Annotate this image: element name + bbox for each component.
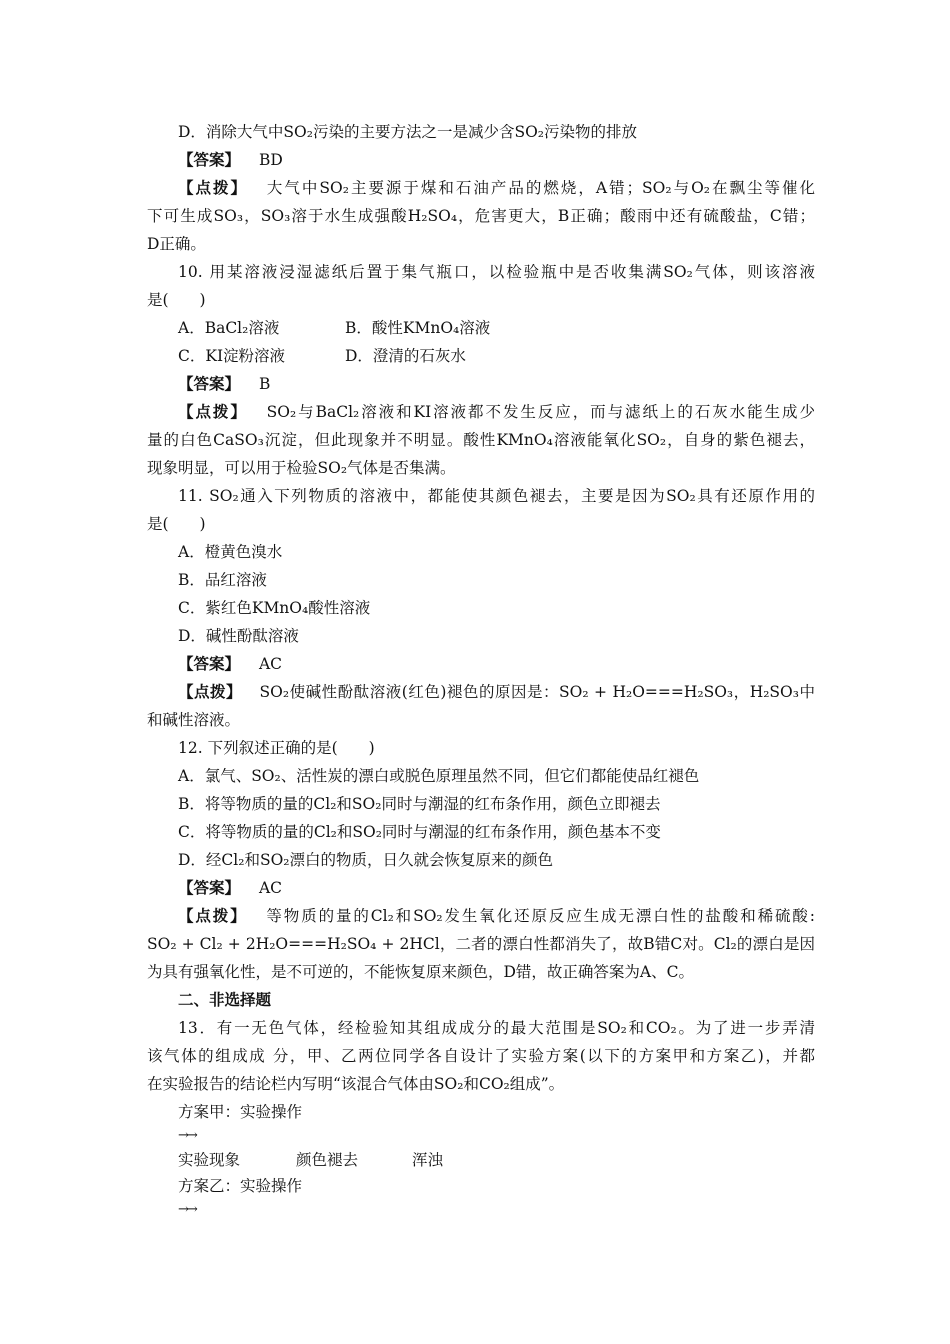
q11-option-b: B．品红溶液: [178, 571, 267, 589]
explanation-text: 大气中SO₂主要源于煤和石油产品的燃烧，A错；SO₂与O₂在飘尘等催化: [266, 179, 815, 197]
question-13-line1: 13．有一无色气体，经检验知其组成成分的最大范围是SO₂和CO₂。为了进一步弄清: [178, 1019, 815, 1037]
question-13-line2: 该气体的组成成 分，甲、乙两位同学各自设计了实验方案(以下的方案甲和方案乙)，并都: [147, 1047, 815, 1065]
observation-1: 颜色褪去: [296, 1151, 359, 1169]
explanation-q12-line2: SO₂ + Cl₂ + 2H₂O===H₂SO₄ + 2HCl，二者的漂白性都消失了，故B错C对。Cl₂的漂白是因: [147, 935, 815, 953]
explanation-tag: 【点拨】: [178, 682, 243, 701]
explanation-q10-line2: 量的白色CaSO₃沉淀，但此现象并不明显。酸性KMnO₄溶液能氧化SO₂，自身的紫色褪去，: [147, 431, 815, 449]
q12-option-a: A．氯气、SO₂、活性炭的漂白或脱色原理虽然不同，但它们都能使品红褪色: [178, 767, 700, 785]
plan-a-arrows: →→: [178, 1128, 196, 1143]
q12-option-c: C．将等物质的量的Cl₂和SO₂同时与潮湿的红布条作用，颜色基本不变: [178, 823, 661, 841]
plan-a-label: 方案甲：实验操作: [178, 1103, 303, 1121]
answer-value: AC: [258, 655, 283, 673]
explanation-tag: 【点拨】: [178, 906, 248, 925]
explanation-text: 等物质的量的Cl₂和SO₂发生氧化还原反应生成无漂白性的盐酸和稀硫酸:: [266, 907, 815, 925]
explanation-q10-line3: 现象明显，可以用于检验SO₂气体是否集满。: [147, 459, 456, 477]
plan-b-arrows: →→: [178, 1202, 196, 1217]
q11-option-c: C．紫红色KMnO₄酸性溶液: [178, 599, 371, 617]
answer-value: BD: [258, 151, 283, 169]
answer-q12: [178, 878, 282, 898]
observation-label: 实验现象: [178, 1151, 241, 1169]
plan-b-label: 方案乙：实验操作: [178, 1177, 303, 1195]
option-d-q9: D．消除大气中SO₂污染的主要方法之一是减少含SO₂污染物的排放: [178, 123, 638, 141]
q12-option-b: B．将等物质的量的Cl₂和SO₂同时与潮湿的红布条作用，颜色立即褪去: [178, 795, 661, 813]
q12-option-d: D．经Cl₂和SO₂漂白的物质，日久就会恢复原来的颜色: [178, 851, 553, 869]
answer-q11: [178, 654, 282, 674]
answer-value: B: [258, 375, 271, 393]
question-10-line1: 10. 用某溶液浸湿滤纸后置于集气瓶口，以检验瓶中是否收集满SO₂气体，则该溶液: [178, 263, 815, 281]
explanation-text: SO₂使碱性酚酞溶液(红色)褪色的原因是：SO₂ + H₂O===H₂SO₃，H₂SO₃中: [259, 683, 815, 701]
q11-option-d: D．碱性酚酞溶液: [178, 627, 299, 645]
answer-tag: 【答案】: [178, 150, 241, 169]
explanation-q12-line3: 为具有强氧化性，是不可逆的，不能恢复原来颜色，D错，故正确答案为A、C。: [147, 963, 694, 981]
question-10-line2: 是( ): [147, 291, 206, 309]
answer-q9: [178, 150, 283, 170]
answer-tag: 【答案】: [178, 878, 241, 897]
explanation-text: SO₂与BaCl₂溶液和KI溶液都不发生反应，而与滤纸上的石灰水能生成少: [266, 403, 815, 421]
question-11-line1: 11. SO₂通入下列物质的溶液中，都能使其颜色褪去，主要是因为SO₂具有还原作用的: [178, 487, 815, 505]
q10-option-b: B．酸性KMnO₄溶液: [345, 319, 491, 337]
explanation-q9-line2: 下可生成SO₃，SO₃溶于水生成强酸H₂SO₄，危害更大，B正确；酸雨中还有硫酸盐，C错；: [147, 207, 815, 225]
explanation-q10-line1: [178, 402, 815, 422]
explanation-q9-line3: D正确。: [147, 235, 206, 253]
answer-q10: [178, 374, 270, 394]
section-heading: 二、非选择题: [178, 990, 272, 1009]
question-11-line2: 是( ): [147, 515, 206, 533]
q10-option-d: D．澄清的石灰水: [345, 347, 466, 365]
observation-2: 浑浊: [412, 1151, 444, 1169]
answer-tag: 【答案】: [178, 374, 241, 393]
q10-option-a: A．BaCl₂溶液: [178, 319, 280, 337]
q11-option-a: A．橙黄色溴水: [178, 543, 283, 561]
explanation-q12-line1: [178, 906, 815, 926]
explanation-q9-line1: [178, 178, 815, 198]
explanation-q11-line2: 和碱性溶液。: [147, 711, 241, 729]
question-12: 12. 下列叙述正确的是( ): [178, 739, 375, 757]
question-13-line3: 在实验报告的结论栏内写明“该混合气体由SO₂和CO₂组成”。: [147, 1075, 565, 1093]
answer-value: AC: [258, 879, 283, 897]
answer-tag: 【答案】: [178, 654, 241, 673]
explanation-q11-line1: [178, 682, 815, 702]
explanation-tag: 【点拨】: [178, 402, 248, 421]
q10-option-c: C．KI淀粉溶液: [178, 347, 286, 365]
explanation-tag: 【点拨】: [178, 178, 248, 197]
